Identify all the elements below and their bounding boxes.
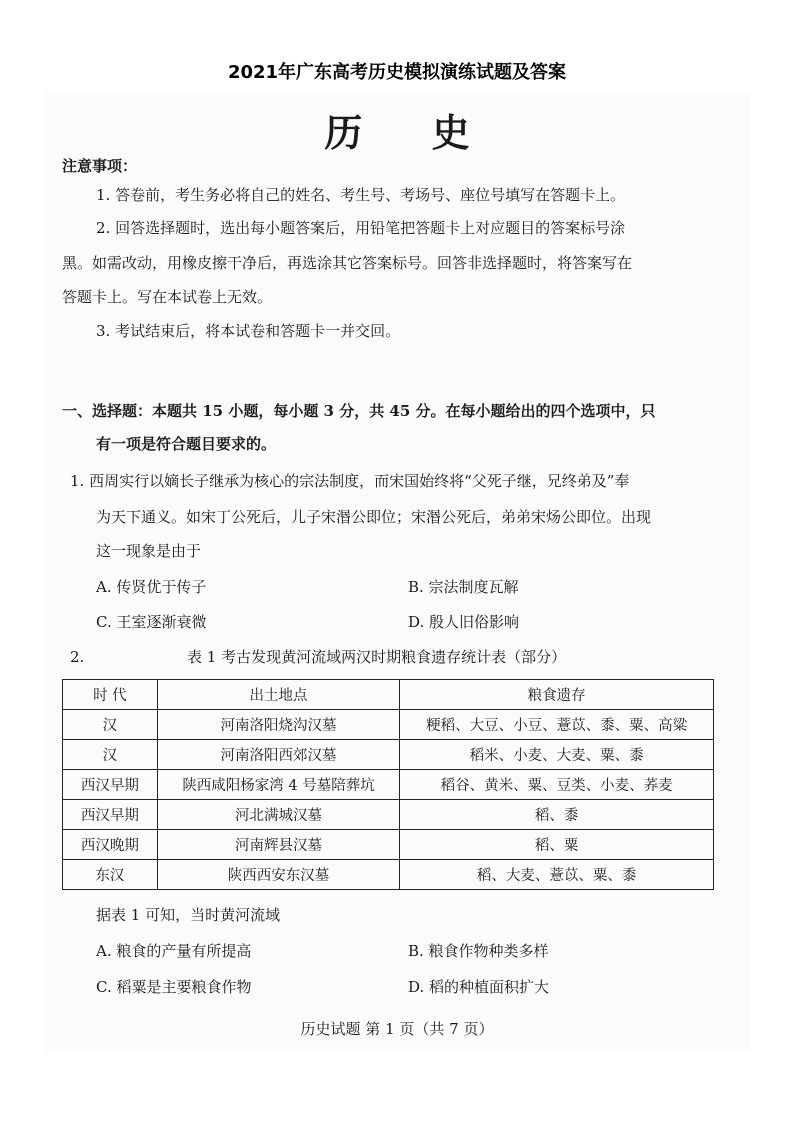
table-cell: 汉 bbox=[63, 740, 158, 770]
question-2-option-b: B. 粮食作物种类多样 bbox=[408, 942, 549, 960]
section-heading-cont: 有一项是符合题目要求的。 bbox=[96, 435, 277, 453]
notice-line: 黑。如需改动，用橡皮擦干净后，再选涂其它答案标号。回答非选择题时，将答案写在 bbox=[62, 254, 633, 272]
grain-remains-table bbox=[62, 679, 714, 890]
table-title: 表 1 考古发现黄河流域两汉时期粮食遗存统计表（部分） bbox=[187, 648, 567, 666]
table-cell: 西汉晚期 bbox=[63, 830, 158, 860]
page-footer: 历史试题 第 1 页（共 7 页） bbox=[300, 1020, 494, 1038]
table-row bbox=[63, 710, 714, 740]
table-cell: 陕西西安东汉墓 bbox=[157, 860, 400, 890]
document-title: 2021年广东高考历史模拟演练试题及答案 bbox=[227, 62, 567, 83]
question-1-option-b: B. 宗法制度瓦解 bbox=[408, 578, 519, 596]
notice-line: 3. 考试结束后，将本试卷和答题卡一并交回。 bbox=[96, 322, 401, 340]
section-heading: 一、选择题：本题共 15 小题，每小题 3 分，共 45 分。在每小题给出的四个选项中，只 bbox=[62, 402, 656, 420]
question-2-option-a: A. 粮食的产量有所提高 bbox=[96, 942, 252, 960]
table-cell: 陕西咸阳杨家湾 4 号墓陪葬坑 bbox=[157, 770, 400, 800]
table-cell: 稻、大麦、薏苡、粟、黍 bbox=[400, 860, 714, 890]
question-1-stem: 为天下通义。如宋丁公死后，儿子宋湣公即位；宋湣公死后，弟弟宋炀公即位。出现 bbox=[96, 508, 652, 526]
question-2-option-d: D. 稻的种植面积扩大 bbox=[408, 978, 550, 996]
table-cell: 稻米、小麦、大麦、粟、黍 bbox=[400, 740, 714, 770]
question-2-option-c: C. 稻粟是主要粮食作物 bbox=[96, 978, 252, 996]
question-2-number: 2. bbox=[70, 648, 85, 666]
notice-heading: 注意事项： bbox=[62, 157, 138, 175]
question-1-stem: 1. 西周实行以嫡长子继承为核心的宗法制度，而宋国始终将“父死子继，兄终弟及”奉 bbox=[70, 472, 630, 490]
question-1-option-d: D. 殷人旧俗影响 bbox=[408, 613, 520, 631]
table-cell: 东汉 bbox=[63, 860, 158, 890]
table-row bbox=[63, 860, 714, 890]
question-2-stem: 据表 1 可知，当时黄河流域 bbox=[96, 906, 281, 924]
question-1-option-c: C. 王室逐渐衰微 bbox=[96, 613, 207, 631]
table-cell: 汉 bbox=[63, 710, 158, 740]
table-cell: 河南辉县汉墓 bbox=[157, 830, 400, 860]
table-cell: 西汉早期 bbox=[63, 800, 158, 830]
table-row bbox=[63, 830, 714, 860]
notice-line: 答题卡上。写在本试卷上无效。 bbox=[62, 288, 273, 306]
table-cell: 河南洛阳烧沟汉墓 bbox=[157, 710, 400, 740]
table-header-cell: 出土地点 bbox=[157, 680, 400, 710]
table-cell: 河北满城汉墓 bbox=[157, 800, 400, 830]
table-cell: 稻、黍 bbox=[400, 800, 714, 830]
table-cell: 河南洛阳西郊汉墓 bbox=[157, 740, 400, 770]
notice-line: 1. 答卷前，考生务必将自己的姓名、考生号、考场号、座位号填写在答题卡上。 bbox=[96, 186, 626, 204]
table-row bbox=[63, 770, 714, 800]
table-header-cell: 粮食遗存 bbox=[400, 680, 714, 710]
question-1-option-a: A. 传贤优于传子 bbox=[96, 578, 207, 596]
table-cell: 西汉早期 bbox=[63, 770, 158, 800]
table-cell: 稻、粟 bbox=[400, 830, 714, 860]
notice-line: 2. 回答选择题时，选出每小题答案后，用铅笔把答题卡上对应题目的答案标号涂 bbox=[96, 219, 626, 237]
table-row bbox=[63, 800, 714, 830]
table-row bbox=[63, 740, 714, 770]
table-header-cell: 时 代 bbox=[63, 680, 158, 710]
subject-title: 历 史 bbox=[324, 110, 498, 155]
table-cell: 稻谷、黄米、粟、豆类、小麦、荞麦 bbox=[400, 770, 714, 800]
question-1-stem: 这一现象是由于 bbox=[96, 542, 202, 560]
table-cell: 粳稻、大豆、小豆、薏苡、黍、粟、高粱 bbox=[400, 710, 714, 740]
table-header-row bbox=[63, 680, 714, 710]
